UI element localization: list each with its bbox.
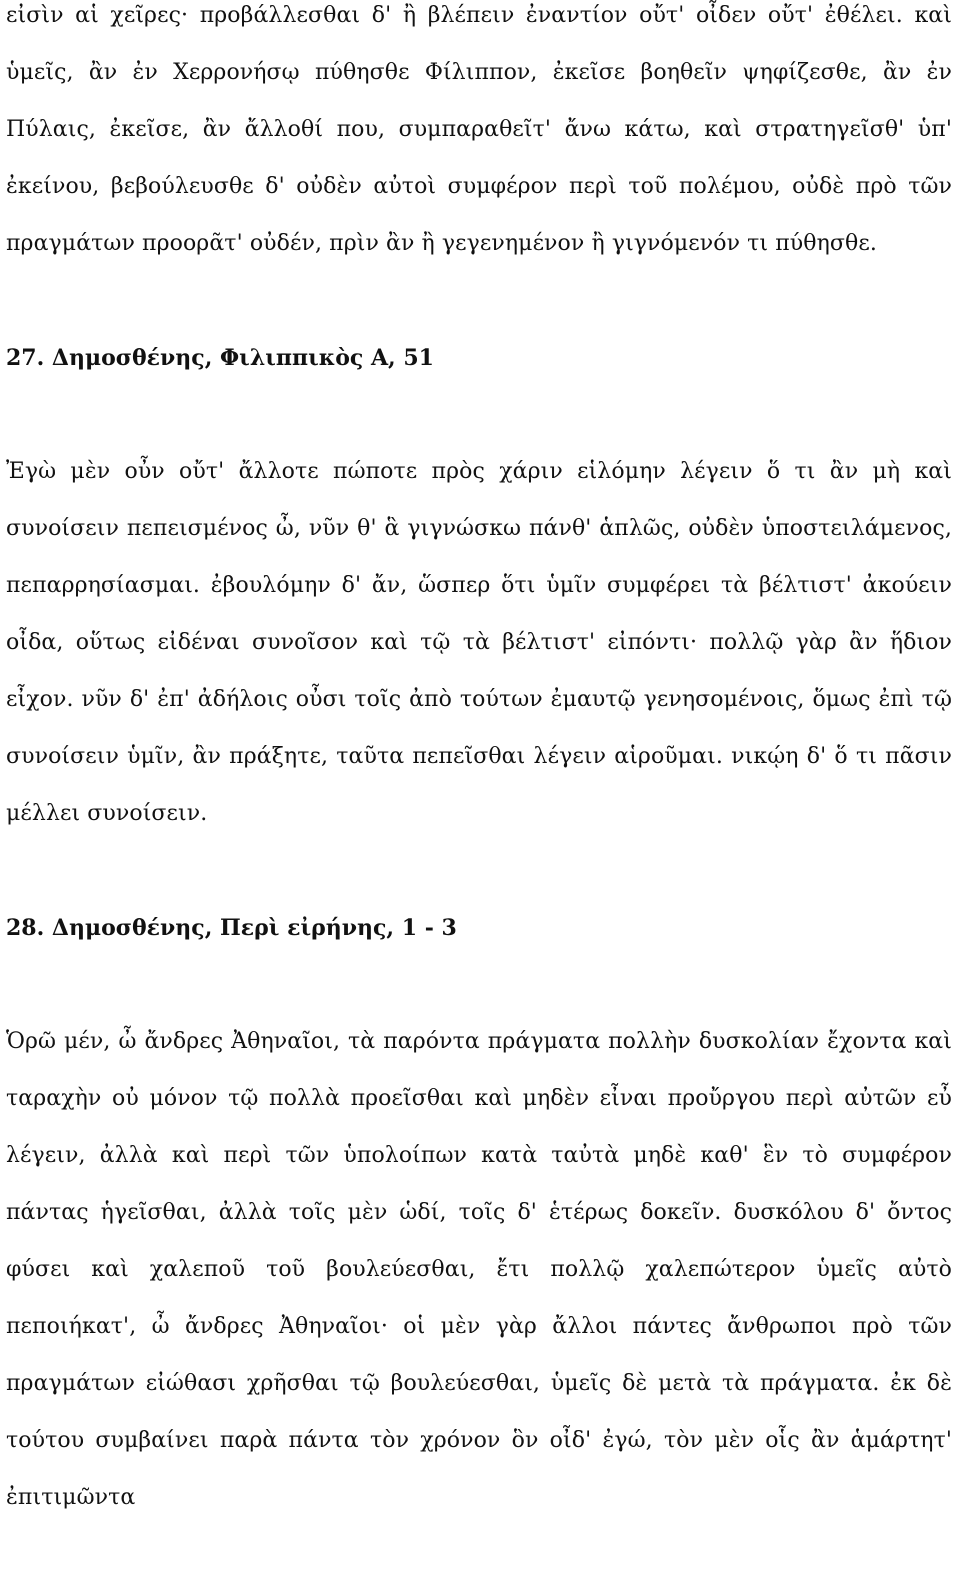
section-spacer: [6, 387, 952, 443]
section-spacer: [6, 272, 952, 330]
continuation-paragraph: εἰσὶν αἱ χεῖρες· προβάλλεσθαι δ' ἢ βλέπειν ἐναντίον οὔτ' οἶδεν οὔτ' ἐθέλει. καὶ ὑμεῖς, ἂν ἐν Χερρονήσῳ πύθησθε Φίλιππον, ἐκεῖσε βοηθεῖν ψηφίζεσθε, ἂν ἐν Πύλαις, ἐκεῖσε, ἂν ἄλλοθί που, συμπαραθεῖτ' ἄνω κάτω, καὶ στρατηγεῖσθ' ὑπ' ἐκείνου, βεβούλευσθε δ' οὐδὲν αὐτοὶ συμφέρον περὶ τοῦ πολέμου, οὐδὲ πρὸ τῶν πραγμάτων προορᾶτ' οὐδέν, πρὶν ἂν ἢ γεγενημένον ἢ γιγνόμενόν τι πύθησθε.: [6, 3, 952, 256]
section-spacer: [6, 842, 952, 900]
section-heading-27: 27. Δημοσθένης, Φιλιππικὸς Α, 51: [6, 345, 434, 371]
document-page: [6, 0, 952, 1526]
section-heading-28: 28. Δημοσθένης, Περὶ εἰρήνης, 1 - 3: [6, 915, 457, 941]
section-spacer: [6, 957, 952, 1013]
section-28-paragraph: Ὁρῶ μέν, ὦ ἄνδρες Ἀθηναῖοι, τὰ παρόντα πράγματα πολλὴν δυσκολίαν ἔχοντα καὶ ταραχὴν οὐ μόνον τῷ πολλὰ προεῖσθαι καὶ μηδὲν εἶναι προὔργου περὶ αὐτῶν εὖ λέγειν, ἀλλὰ καὶ περὶ τῶν ὑπολοίπων κατὰ ταὐτὰ μηδὲ καθ' ἓν τὸ συμφέρον πάντας ἡγεῖσθαι, ἀλλὰ τοῖς μὲν ὡδί, τοῖς δ' ἑτέρως δοκεῖν. δυσκόλου δ' ὄντος φύσει καὶ χαλεποῦ τοῦ βουλεύεσθαι, ἔτι πολλῷ χαλεπώτερον ὑμεῖς αὐτὸ πεποιήκατ', ὦ ἄνδρες Ἀθηναῖοι· οἱ μὲν γὰρ ἄλλοι πάντες ἄνθρωποι πρὸ τῶν πραγμάτων εἰώθασι χρῆσθαι τῷ βουλεύεσθαι, ὑμεῖς δὲ μετὰ τὰ πράγματα. ἐκ δὲ τούτου συμβαίνει παρὰ πάντα τὸν χρόνον ὃν οἶδ' ἐγώ, τὸν μὲν οἷς ἂν ἁμάρτητ' ἐπιτιμῶντα: [6, 1029, 952, 1510]
section-27-paragraph: Ἐγὼ μὲν οὖν οὔτ' ἄλλοτε πώποτε πρὸς χάριν εἱλόμην λέγειν ὅ τι ἂν μὴ καὶ συνοίσειν πεπεισμένος ὦ, νῦν θ' ἃ γιγνώσκω πάνθ' ἁπλῶς, οὐδὲν ὑποστειλάμενος, πεπαρρησίασμαι. ἐβουλόμην δ' ἄν, ὥσπερ ὅτι ὑμῖν συμφέρει τὰ βέλτιστ' ἀκούειν οἶδα, οὕτως εἰδέναι συνοῖσον καὶ τῷ τὰ βέλτιστ' εἰπόντι· πολλῷ γὰρ ἂν ἥδιον εἶχον. νῦν δ' ἐπ' ἀδήλοις οὖσι τοῖς ἀπὸ τούτων ἐμαυτῷ γενησομένοις, ὅμως ἐπὶ τῷ συνοίσειν ὑμῖν, ἂν πράξητε, ταῦτα πεπεῖσθαι λέγειν αἱροῦμαι. νικῴη δ' ὅ τι πᾶσιν μέλλει συνοίσειν.: [6, 459, 952, 826]
